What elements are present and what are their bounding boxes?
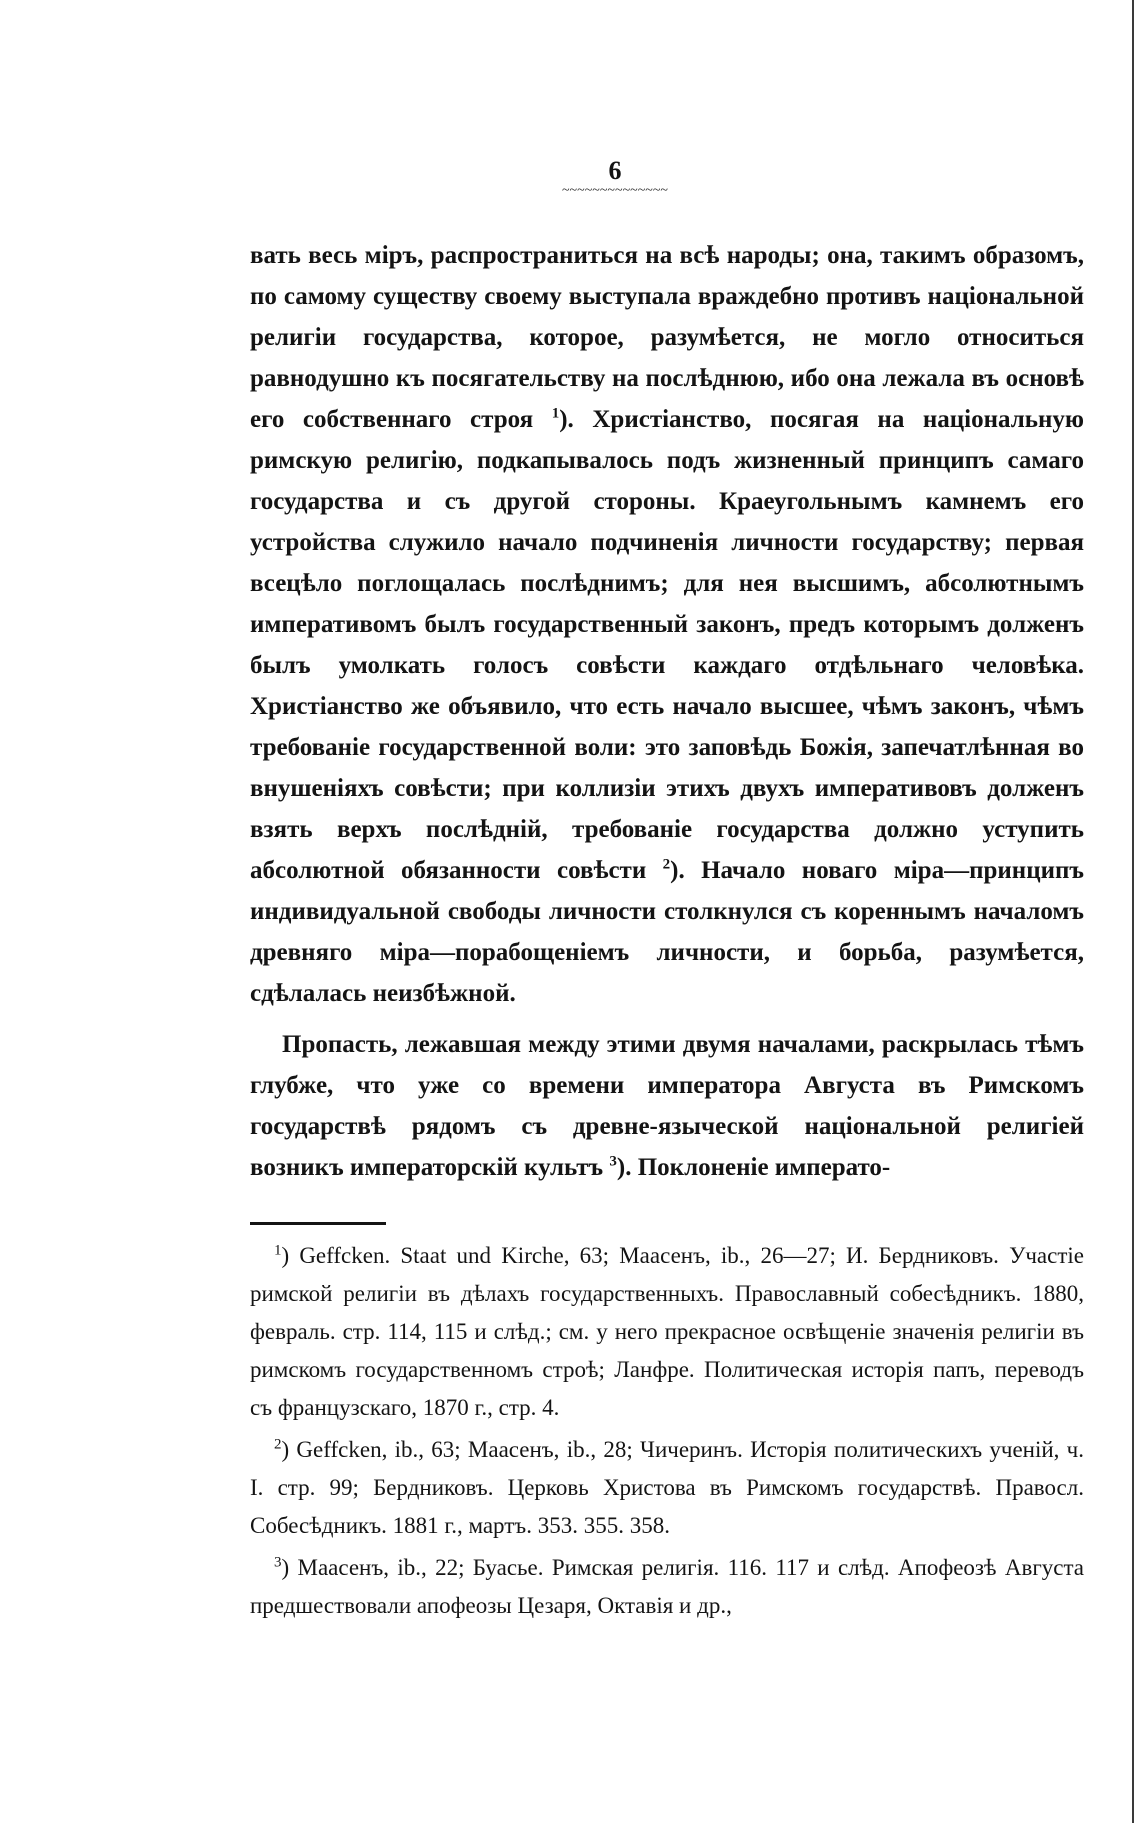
footnote-2-text: ) Geffcken, ib., 63; Маасенъ, ib., 28; Чичеринъ. Исторія политическихъ ученій, ч. I. стр. 99; Бердниковъ. Церковь Христова въ Римскомъ государствѣ. Правосл. Собесѣдникъ. 1881 г., мартъ. 353. 355. 358. xyxy=(250,1437,1084,1538)
paragraph-2 xyxy=(250,1024,1084,1188)
paragraph-1-text-a: вать весь міръ, распространиться на всѣ народы; она, такимъ образомъ, по самому существу своему выступала враждебно противъ національной религіи государства, которое, разумѣется, не могло относиться равнодушно къ посягательству на послѣднюю, ибо она лежала въ основѣ его собственнаго строя xyxy=(250,242,1084,433)
footnote-3 xyxy=(250,1549,1084,1625)
footnote-3-marker: 3 xyxy=(274,1554,282,1571)
footnote-ref-3: 3 xyxy=(609,1153,617,1170)
footnote-3-text: ) Маасенъ, ib., 22; Буасье. Римская религія. 116. 117 и слѣд. Апофеозѣ Августа предшествовали апофеозы Цезаря, Октавія и др., xyxy=(250,1555,1084,1618)
page-header xyxy=(0,156,1140,196)
footnotes xyxy=(250,1237,1084,1629)
footnote-1-text: ) Geffcken. Staat und Kirche, 63; Маасенъ, ib., 26—27; И. Бердниковъ. Участіе римской религіи въ дѣлахъ государственныхъ. Православный собесѣдникъ. 1880, февраль. стр. 114, 115 и слѣд.; см. у него прекрасное освѣщеніе значенія религіи въ римскомъ государственномъ строѣ; Ланфре. Политическая исторія папъ, переводъ съ французскаго, 1870 г., стр. 4. xyxy=(250,1243,1084,1420)
footnote-2 xyxy=(250,1431,1084,1545)
paragraph-2-text-a: Пропасть, лежавшая между этими двумя началами, раскрылась тѣмъ глубже, что уже со времени императора Августа въ Римскомъ государствѣ рядомъ съ древне-языческой національной религіей возникъ императорскій культъ xyxy=(250,1031,1084,1181)
footnote-2-marker: 2 xyxy=(274,1436,282,1453)
paragraph-2-text-b: ). Поклоненіе императо- xyxy=(616,1154,891,1181)
paragraph-1-text-b: ). Христіанство, посягая на національную римскую религію, подкапывалось подъ жизненный принципъ самаго государства и съ другой стороны. Краеугольнымъ камнемъ его устройства служило начало подчиненія личности государству; первая всецѣло поглощалась послѣднимъ; для нея высшимъ, абсолютнымъ императивомъ былъ государственный законъ, предъ которымъ долженъ былъ умолкать голосъ совѣсти каждаго отдѣльнаго человѣка. Христіанство же объявило, что есть начало высшее, чѣмъ законъ, чѣмъ требованіе государственной воли: это заповѣдь Божія, запечатлѣнная во внушеніяхъ совѣсти; при коллизіи этихъ двухъ императивовъ долженъ взять верхъ послѣдній, требованіе государства должно уступить абсолютной обязанности совѣсти xyxy=(250,406,1085,884)
page-number-ornament: ~~~~~~~~~~~~~~ xyxy=(561,183,669,198)
footnote-separator xyxy=(250,1222,386,1225)
paragraph-1-text-c: ). Начало новаго міра—принципъ индивидуальной свободы личности столкнулся съ кореннымъ началомъ древняго міра—порабощеніемъ личности, и борьба, разумѣется, сдѣлалась неизбѣжной. xyxy=(250,857,1084,1007)
page-number: 6 xyxy=(608,156,622,185)
footnote-ref-1: 1 xyxy=(551,405,560,422)
footnote-ref-2: 2 xyxy=(662,856,671,873)
paragraph-1 xyxy=(250,235,1084,1014)
page-edge-line xyxy=(1132,0,1134,1823)
footnote-1 xyxy=(250,1237,1084,1427)
main-text xyxy=(250,235,1084,1188)
footnote-1-marker: 1 xyxy=(274,1242,282,1259)
